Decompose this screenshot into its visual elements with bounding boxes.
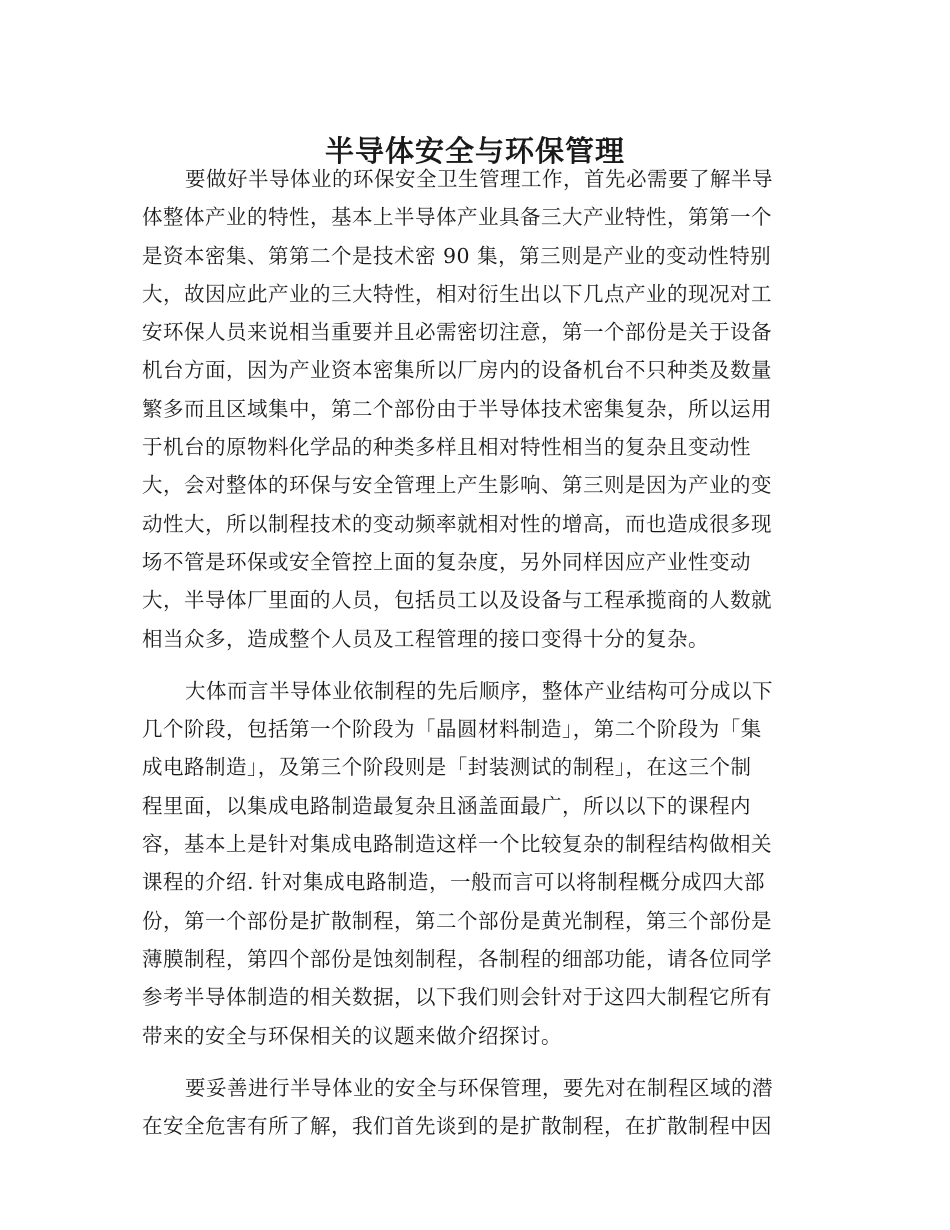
text-line: 大，会对整体的环保与安全管理上产生影响、第三则是因为产业的变 [142,473,772,498]
text-line: 相当众多，造成整个人员及工程管理的接口变得十分的复杂。 [142,626,709,651]
text-line: 薄膜制程，第四个部份是蚀刻制程，各制程的细部功能，请各位同学 [142,946,772,971]
document-body [142,160,797,1159]
text-line: 于机台的原物料化学品的种类多样且相对特性相当的复杂且变动性 [142,435,751,460]
text-line: 份，第一个部份是扩散制程，第二个部份是黄光制程，第三个部份是 [142,908,772,933]
paragraph-3 [142,1069,797,1146]
text-line: 成电路制造」，及第三个阶段则是「封装测试的制程」，在这三个制 [142,755,752,780]
text-line: 动性大，所以制程技术的变动频率就相对性的增高，而也造成很多现 [142,511,772,536]
text-line: 大，故因应此产业的三大特性，相对衍生出以下几点产业的现况对工 [142,281,772,306]
text-line: 带来的安全与环保相关的议题来做介绍探讨。 [142,1023,562,1048]
text-line: 在安全危害有所了解，我们首先谈到的是扩散制程，在扩散制程中因 [142,1114,772,1139]
text-line: 要妥善进行半导体业的安全与环保管理，要先对在制程区域的潜 [185,1075,773,1100]
text-line: 参考半导体制造的相关数据，以下我们则会针对于这四大制程它所有 [142,985,772,1010]
text-line: 容，基本上是针对集成电路制造这样一个比较复杂的制程结构做相关 [142,832,772,857]
text-line: 大，半导体厂里面的人员，包括员工以及设备与工程承揽商的人数就 [142,588,772,613]
document-title: 半导体安全与环保管理 [324,134,625,169]
paragraph-1 [142,160,797,658]
text-line: 场不管是环保或安全管控上面的复杂度，另外同样因应产业性变动 [142,549,751,574]
text-line: 体整体产业的特性，基本上半导体产业具备三大产业特性，第第一个 [142,205,772,230]
text-line: 要做好半导体业的环保安全卫生管理工作，首先必需要了解半导 [185,167,773,191]
text-line: 大体而言半导体业依制程的先后顺序，整体产业结构可分成以下 [185,678,773,703]
text-line: 几个阶段，包括第一个阶段为「晶圆材料制造」，第二个阶段为「集 [142,717,762,742]
text-line: 安环保人员来说相当重要并且必需密切注意，第一个部份是关于设备 [142,320,772,345]
text-line: 繁多而且区域集中，第二个部份由于半导体技术密集复杂，所以运用 [142,396,772,421]
text-line: 是资本密集、第第二个是技术密 90 集，第三则是产业的变动性特别 [142,243,772,268]
text-line: 程里面，以集成电路制造最复杂且涵盖面最广，所以以下的课程内 [142,793,751,818]
paragraph-2 [142,672,797,1055]
text-line: 机台方面，因为产业资本密集所以厂房内的设备机台不只种类及数量 [142,358,772,383]
text-line: 课程的介绍. 针对集成电路制造，一般而言可以将制程概分成四大部 [142,870,766,895]
